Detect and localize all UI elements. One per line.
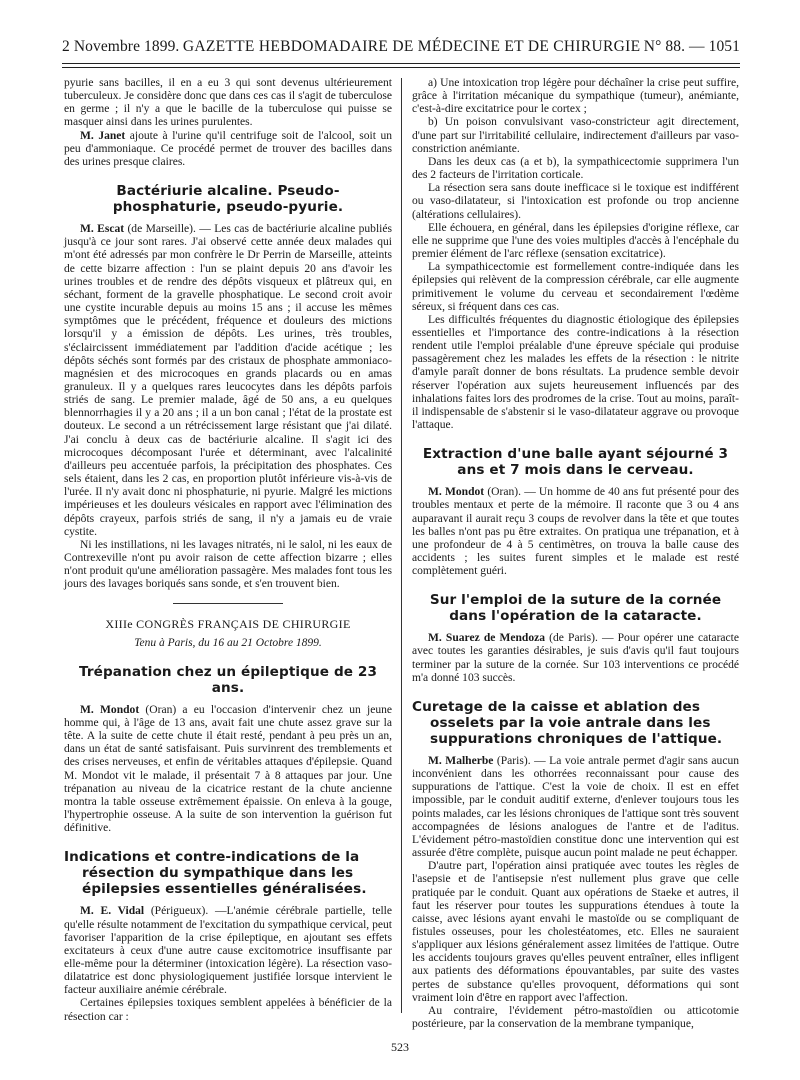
paragraph: Au contraire, l'évidement pétro-mastoïdien ou atticotomie postérieure, par la conservation de la membrane tympanique,	[412, 1004, 739, 1031]
section-heading: Bactériurie alcaline. Pseudo-phosphaturie, pseudo-pyurie.	[112, 183, 344, 216]
paragraph	[64, 130, 392, 169]
paragraph: D'autre part, l'opération ainsi pratiquée avec toutes les règles de l'asepsie et de l'antisepsie n'est nullement plus grave que celle pratiquée par le conduit. Quant aux opérations de Staeke et autres, il faut les réserver pour toutes les suppurations étendues à toute la caisse, avec lésions ayant envahi le mastoïde ou se compliquant de fistules osseuses, pour les cholestéatomes, etc. Elles ne sauraient s'appliquer aux lésions généralement assez limitées de l'attique. Outre les accidents toujours graves qu'elles peuvent entraîner, elles infligent aux patients des déformations épouvantables, par suite des vastes pertes de substance qu'elles provoquent, déformations qui sont vraiment loin d'être en rapport avec l'affection.	[412, 860, 739, 1004]
paragraph	[64, 704, 392, 836]
right-column	[412, 77, 739, 1031]
section-heading: Sur l'emploi de la suture de la cornée dans l'opération de la cataracte.	[429, 592, 722, 625]
section-heading: Extraction d'une balle ayant séjourné 3 ans et 7 mois dans le cerveau.	[422, 446, 729, 479]
left-column	[64, 77, 392, 1024]
journal-title: GAZETTE HEBDOMADAIRE DE MÉDECINE ET DE CHIRURGIE	[182, 38, 641, 55]
paragraph-text: (de Marseille). — Les cas de bactériurie alcaline publiés jusqu'à ce jour sont rares. J'ai observé cette année deux malades qui m'ont été adressés par mon confrère le Dr Perrin de Marseille, atteints de cette bizarre affection : l'un se plaint depuis 20 ans d'avoir les urines troubles et de rendre des dépôts visqueux et plâtreux qui, en séchant, forment de la gravelle phosphatique. Le second croit avoir une cystite incurable depuis au moins 15 ans ; il accuse les mêmes symptômes que le précédent, fréquence et douleurs des mictions lorsqu'il y a émission de dépôts. Les urines, très troubles, s'éclaircissent immédiatement par l'addition d'acide acétique ; les dépôts séchés sont formés par des cristaux de phosphate ammoniaco-magnésien et des microcoques en grands placards ou en amas granuleux. Il y a quelques rares leucocytes dans les dépôts parfois striés de sang. Le premier malade, âgé de 50 ans, a eu quelques blennorrhagies il y a 20 ans ; il a un bon canal ; l'état de la prostate est douteux. Le second a un rétrécissement large résistant que j'ai dilaté. J'ai conclu à deux cas de bactériurie alcaline. Il s'agit ici des microcoques décomposant l'urée et déterminant, avec l'alcalinité d'ailleurs peu accentuée parfois, la précipitation des phosphates. Ces sels étaient, dans les 2 cas, en proportion plutôt inférieure vis-à-vis de l'urée. Il n'y avait donc ni phosphaturie, ni pyurie. Malgré les mictions impérieuses et les douleurs vésicales en rapport avec l'élimination des dépôts crayeux, parfois striés de sang, il n'y a jamais eu de vraie cystite.	[64, 223, 392, 538]
column-divider	[401, 78, 402, 1013]
section-heading: Trépanation chez un épileptique de 23 ans.	[78, 663, 378, 696]
speaker-name: M. Mondot	[428, 486, 485, 499]
paragraph-text: (Oran). — Un homme de 40 ans fut présenté pour des troubles mentaux et perte de la mémoire. Il raconte que 3 ou 4 ans auparavant il aurait reçu 3 coups de revolver dans la tête et que toutes les balles n'ont pas pu être extraites. On pratiqua une trépanation, et à une profondeur de 4 à 5 centimètres, on trouva la balle cause des accidents ; les suites furent simples et le malade est resté complètement guéri.	[412, 486, 739, 578]
paragraph-text: (Paris). — La voie antrale permet d'agir sans aucun inconvénient dans les othorrées reconnaissant pour cause des suppurations de l'attique. C'est la voie de choix. Il est en effet impossible, par le conduit auditif externe, d'enlever toujours tous les points malades, car les lésions chroniques de l'attique sont très souvent accompagnées de lésions analogues de l'antre et de l'aditus. L'évidement pétro-mastoïdien constitue donc une intervention qui est assurée d'être complète, puisque aucun point malade ne peut échapper.	[412, 754, 739, 860]
paragraph: La résection sera sans doute inefficace si le toxique est indifférent ou vaso-dilatateur, si l'intoxication est profonde ou trop ancienne (altérations cellulaires).	[412, 182, 739, 221]
paragraph: Certaines épilepsies toxiques semblent appelées à bénéficier de la résection car :	[64, 997, 392, 1023]
section-heading: Curetage de la caisse et ablation des osselets par la voie antrale dans les suppurations chroniques de l'attique.	[412, 698, 723, 747]
paragraph-text: ajoute à l'urine qu'il centrifuge soit de l'alcool, soit un peu d'ammoniaque. Ce procédé permet de trouver des bacilles dans des urines presque claires.	[64, 129, 392, 168]
paragraph: a) Une intoxication trop légère pour déchaîner la crise peut suffire, grâce à l'irritation mécanique du sympathique (tumeur), anémiante, c'est-à-dire excitatrice pour le cortex ;	[412, 77, 739, 116]
header-rule-top	[62, 63, 740, 64]
paragraph-text: (Oran) a eu l'occasion d'intervenir chez un jeune homme qui, à l'âge de 13 ans, avait fait une chute assez grave sur la tête. A la suite de cette chute il était resté, pendant à peu près un an, dans un état de santé satisfaisant. Puis survinrent des tremblements et des crises nerveuses, et enfin de véritables attaques d'épilepsie. Quand M. Mondot vit le malade, il présentait 7 à 8 attaques par jour. Une trépanation au niveau de la cicatrice restant de la chute ancienne montra la table osseuse extrêmement épaissie. On enleva à la gouge, l'hypertrophie osseuse. A la suite de son intervention la guérison fut définitive.	[64, 703, 393, 835]
paragraph	[64, 223, 392, 539]
speaker-name: M. Janet	[80, 129, 126, 142]
paragraph	[412, 486, 739, 578]
section-heading: Indications et contre-indications de la résection du sympathique dans les épilepsies essentielles généralisées.	[64, 849, 367, 898]
paragraph: La sympathicectomie est formellement contre-indiquée dans les épilepsies qui relèvent de la compression cérébrale, car elle augmente primitivement le volume du cerveau et secondairement l'œdème séreux, si fréquent dans ces cas.	[412, 261, 739, 313]
paragraph: Dans les deux cas (a et b), la sympathicectomie supprimera l'un des 2 facteurs de l'irritation corticale.	[412, 155, 739, 182]
congress-venue: Tenu à Paris, du 16 au 21 Octobre 1899.	[134, 636, 322, 649]
issue-number: N° 88. — 1051	[643, 38, 740, 55]
paragraph	[412, 632, 739, 685]
paragraph	[412, 755, 739, 860]
paragraph: b) Un poison convulsivant vaso-constricteur agit directement, d'une part sur l'irritabilité cellulaire, indirectement d'ailleurs par vaso-constriction anémiante.	[412, 116, 739, 155]
paragraph	[64, 905, 392, 997]
congress-title: XIIIe CONGRÈS FRANÇAIS DE CHIRURGIE	[105, 617, 351, 632]
speaker-name: M. Malherbe	[428, 754, 494, 767]
section-separator	[173, 603, 283, 604]
speaker-name: M. E. Vidal	[80, 905, 145, 918]
header-rule-bottom	[62, 67, 740, 68]
paragraph-text: (Périgueux). —L'anémie cérébrale partielle, telle qu'elle résulte notamment de l'excitation du sympathique cervical, peut favoriser l'apparition de la crise épileptique, en ajoutant ses effets excitateurs à ceux d'une autre cause excitomotrice insuffisante par elle-même pour la déterminer (intoxication légère). La résection vaso-dilatatrice est donc physiologiquement justifiée lorsque intervient le facteur auxiliaire anémie cérébrale.	[64, 905, 392, 997]
speaker-name: M. Mondot	[80, 703, 140, 716]
speaker-name: M. Escat	[80, 223, 125, 236]
paragraph-text: (de Paris). — Pour opérer une cataracte avec toutes les garanties désirables, je suis d'avis qu'il faut toujours terminer par la suture de la cornée. Sur 103 interventions ce procédé m'a donné 103 succès.	[412, 632, 739, 684]
paragraph: Ni les instillations, ni les lavages nitratés, ni le salol, ni les eaux de Contrexeville n'ont pu avoir raison de cette affection bizarre ; elles n'ont produit qu'une amélioration passagère. Mes malades font tous les jours des lavages boriqués sans sonde, et s'en trouvent bien.	[64, 538, 392, 591]
paragraph: pyurie sans bacilles, il en a eu 3 qui sont devenus ultérieurement tuberculeux. Je considère donc que dans ces cas il s'agit de tuberculose en germe ; il n'y a que le bacille de la tuberculose qui puisse se masquer ainsi dans les urines purulentes.	[64, 77, 392, 129]
page-number: 523	[391, 1040, 409, 1054]
speaker-name: M. Suarez de Mendoza	[428, 632, 546, 645]
paragraph: Elle échouera, en général, dans les épilepsies d'origine réflexe, car elle ne supprime que l'une des voies multiples d'accès à l'encéphale du premier élément de l'arc réflexe (sensation excitatrice).	[412, 221, 739, 261]
running-header	[62, 38, 740, 58]
header-date: 2 Novembre 1899.	[62, 38, 180, 55]
paragraph: Les difficultés fréquentes du diagnostic étiologique des épilepsies essentielles et l'importance des contre-indications à la résection rendent utile l'emploi préalable d'une épreuve spéciale qui produise passagèrement chez les malades les effets de la résection : le nitrite d'amyle paraît donner de bons résultats. La prudence semble devoir réserver l'opération aux sujets heureusement influencés par des inhalations faites lors des prodromes de la crise. Tout au moins, paraît-il indispensable de s'abstenir si le vaso-dilatateur aggrave ou provoque l'attaque.	[412, 313, 739, 432]
